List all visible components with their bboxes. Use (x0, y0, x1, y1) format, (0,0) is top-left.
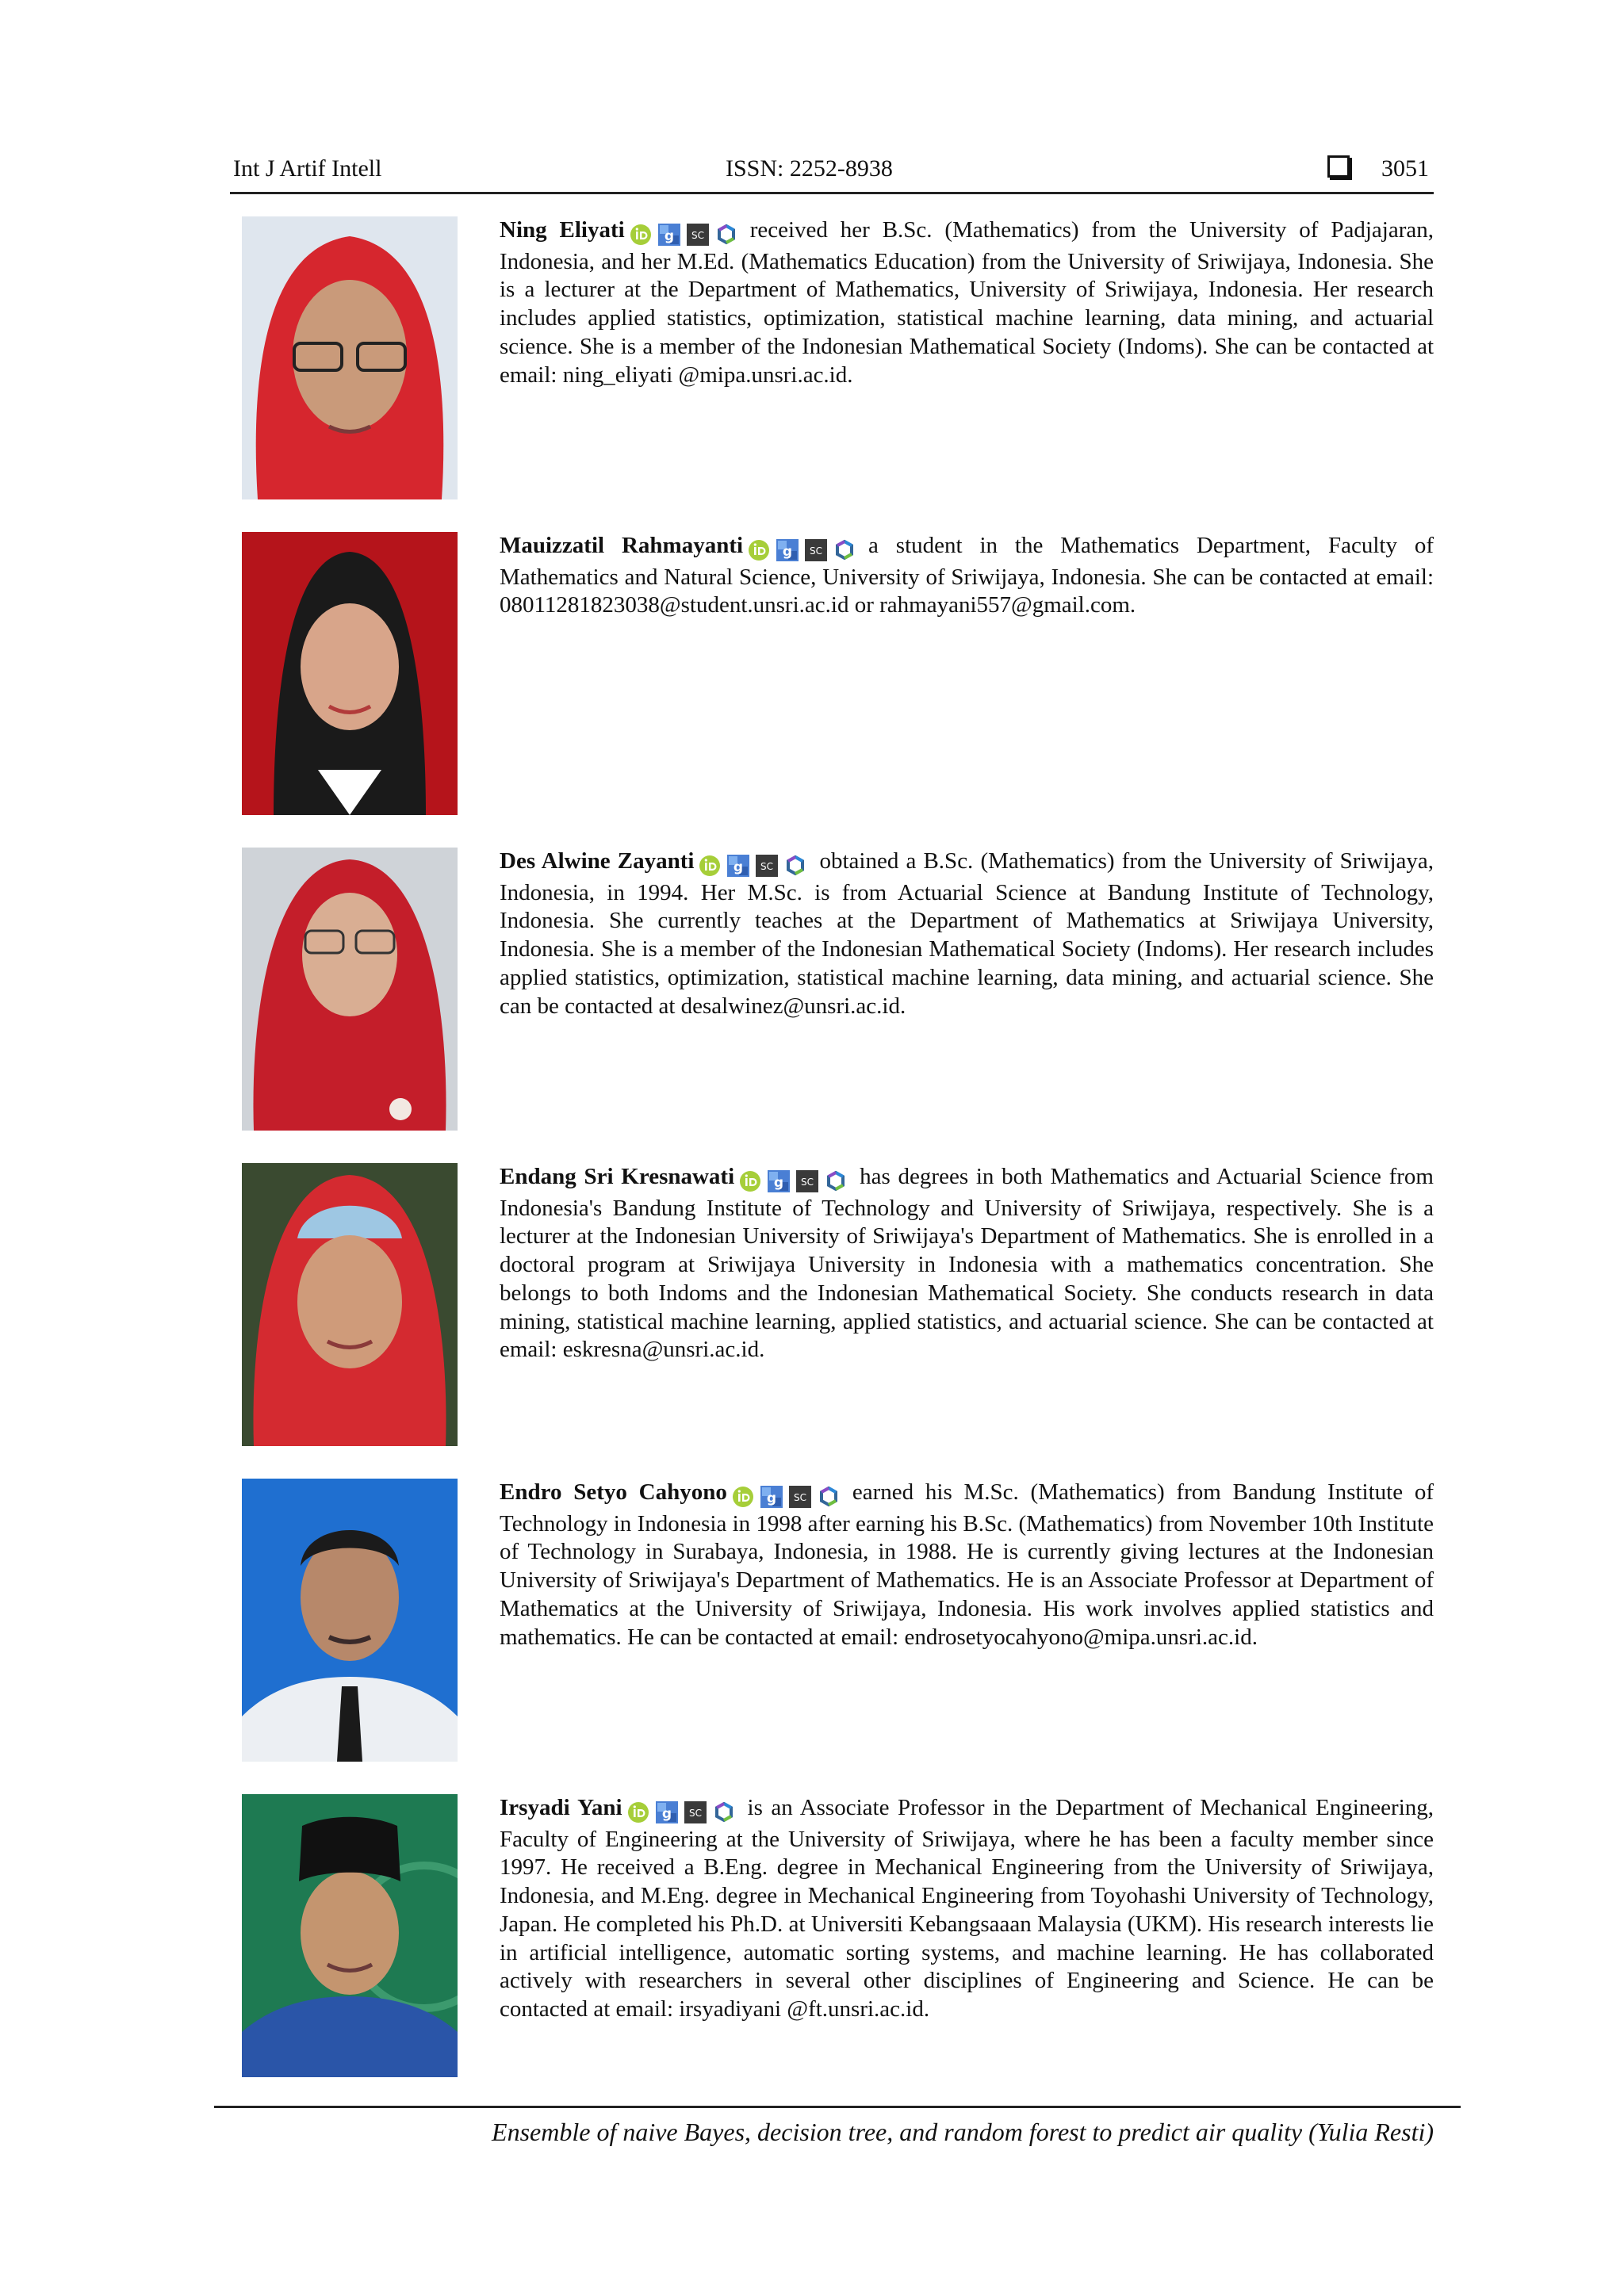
bio-paragraph (500, 216, 1434, 389)
author-name: Ning Eliyati (500, 217, 625, 243)
publons-icon[interactable] (825, 1170, 847, 1192)
orcid-icon[interactable] (732, 1486, 754, 1508)
scopus-icon[interactable] (756, 855, 778, 877)
bio-body: earned his M.Sc. (Mathematics) from Bandung Institute of Technology in Indonesia in 1998 after earning his B.Sc. (Mathematics) from November 10th Institute of Technology in Surabaya, Indonesia, in 1988. He is currently giving lectures at the Indonesian University of Sriwijaya's Department of Mathematics. He is an Associate Professor at Department of Mathematics at the University of Sriwijaya, Indonesia. His work involves applied statistics and mathematics. He can be contacted at email: endrosetyocahyono@mipa.unsri.ac.id. (500, 1479, 1434, 1650)
portrait-image (242, 848, 458, 1131)
author-photo (242, 1163, 458, 1446)
bio-paragraph (500, 848, 1434, 1020)
profile-links (627, 1797, 741, 1826)
publons-icon[interactable] (715, 224, 737, 246)
bio-paragraph (500, 1479, 1434, 1651)
running-header (230, 154, 1434, 194)
orcid-icon[interactable] (739, 1170, 761, 1192)
author-name: Mauizzatil Rahmayanti (500, 533, 744, 558)
bio-body: is an Associate Professor in the Department of Mechanical Engineering, Faculty of Engineering at the University of Sriwijaya, where he has been a faculty member since 1997. He received a B.Eng. degree in Mechanical Engineering from the University of Sriwijaya, Indonesia, and M.Eng. degree in Mechanical Engineering from Toyohashi University of Technology, Japan. He completed his Ph.D. at Universiti Kebangsaaan Malaysia (UKM). His research interests lie in artificial intelligence, automatic sorting systems, and machine learning. He has collaborated actively with researchers in several other disciplines of Engineering and Science. He can be contacted at email: irsyadiyani @ft.unsri.ac.id. (500, 1795, 1434, 2022)
author-photo (242, 848, 458, 1131)
publons-icon[interactable] (784, 855, 806, 877)
bio-paragraph (500, 1794, 1434, 2024)
author-photo (242, 216, 458, 499)
google-scholar-icon[interactable] (760, 1486, 783, 1508)
portrait-image (242, 1163, 458, 1446)
google-scholar-icon[interactable] (727, 855, 749, 877)
scopus-icon[interactable] (687, 224, 709, 246)
scopus-icon[interactable] (789, 1486, 811, 1508)
google-scholar-icon[interactable] (776, 539, 799, 561)
profile-links (630, 220, 744, 248)
scopus-icon[interactable] (684, 1801, 707, 1823)
profile-links (699, 851, 813, 879)
author-name: Des Alwine Zayanti (500, 848, 695, 874)
author-bio (242, 1479, 1434, 1764)
portrait-image (242, 216, 458, 499)
bio-body: a student in the Mathematics Department, Faculty of Mathematics and Natural Science, University of Sriwijaya, Indonesia. She can be contacted at email: 08011281823038@student.unsri.ac.id or rahmayani557@gmail.com. (500, 533, 1434, 618)
publons-icon[interactable] (833, 539, 856, 561)
author-bio (242, 216, 1434, 502)
scopus-icon[interactable] (805, 539, 827, 561)
author-bio (242, 532, 1434, 817)
journal-name: Int J Artif Intell (233, 155, 382, 182)
author-photo (242, 1794, 458, 2077)
bio-paragraph (500, 1163, 1434, 1364)
author-bio (242, 1163, 1434, 1448)
author-name: Endang Sri Kresnawati (500, 1164, 735, 1189)
publons-icon[interactable] (818, 1486, 840, 1508)
bio-body: received her B.Sc. (Mathematics) from the University of Padjajaran, Indonesia, and her M.Ed. (Mathematics Education) from the University of Sriwijaya, Indonesia. She is a lecturer at the Department of Mathematics, University of Sriwijaya, Indonesia. Her research includes applied statistics, optimization, statistical machine learning, data mining, and actuarial science. She is a member of the Indonesian Mathematical Society (Indoms). She can be contacted at email: ning_eliyati @mipa.unsri.ac.id. (500, 217, 1434, 388)
bio-body: obtained a B.Sc. (Mathematics) from the University of Sriwijaya, Indonesia, in 1994. Her M.Sc. is from Actuarial Science at Bandung Institute of Technology, Indonesia. She currently teaches at the Department of Mathematics at Sriwijaya University, Indonesia. She is a member of the Indonesian Mathematical Society (Indoms). Her research includes applied statistics, optimization, statistical machine learning, data mining, and actuarial science. She can be contacted at desalwinez@unsri.ac.id. (500, 848, 1434, 1019)
google-scholar-icon[interactable] (658, 224, 680, 246)
portrait-image (242, 1794, 458, 2077)
author-photo (242, 532, 458, 815)
issn: ISSN: 2252-8938 (726, 155, 893, 182)
running-footer (214, 2106, 1461, 2146)
google-scholar-icon[interactable] (768, 1170, 790, 1192)
bio-paragraph (500, 532, 1434, 620)
author-name: Endro Setyo Cahyono (500, 1479, 727, 1505)
author-name: Irsyadi Yani (500, 1795, 622, 1820)
orcid-icon[interactable] (630, 224, 652, 246)
author-bio (242, 848, 1434, 1133)
footer-title: Ensemble of naive Bayes, decision tree, and random forest to predict air quality (Yulia Resti) (492, 2118, 1434, 2146)
portrait-image (242, 532, 458, 815)
profile-links (748, 535, 862, 564)
author-bio (242, 1794, 1434, 2080)
publons-icon[interactable] (713, 1801, 735, 1823)
page-number: 3051 (1381, 155, 1429, 182)
orcid-icon[interactable] (627, 1801, 649, 1823)
page-box-icon (1327, 155, 1350, 178)
scopus-icon[interactable] (796, 1170, 818, 1192)
orcid-icon[interactable] (748, 539, 770, 561)
bio-body: has degrees in both Mathematics and Actuarial Science from Indonesia's Bandung Institute of Technology and University of Sriwijaya, respectively. She is a lecturer at the Indonesian University of Sriwijaya's Department of Mathematics. She is enrolled in a doctoral program at Sriwijaya University in Indonesia with a mathematics concentration. She belongs to both Indoms and the Indonesian Mathematical Society. She conducts research in data mining, statistical machine learning, applied statistics, and actuarial science. She can be contacted at email: eskresna@unsri.ac.id. (500, 1164, 1434, 1363)
profile-links (739, 1166, 853, 1195)
author-photo (242, 1479, 458, 1762)
google-scholar-icon[interactable] (656, 1801, 678, 1823)
page-number-wrap (1327, 155, 1429, 182)
orcid-icon[interactable] (699, 855, 721, 877)
profile-links (732, 1482, 846, 1510)
portrait-image (242, 1479, 458, 1762)
